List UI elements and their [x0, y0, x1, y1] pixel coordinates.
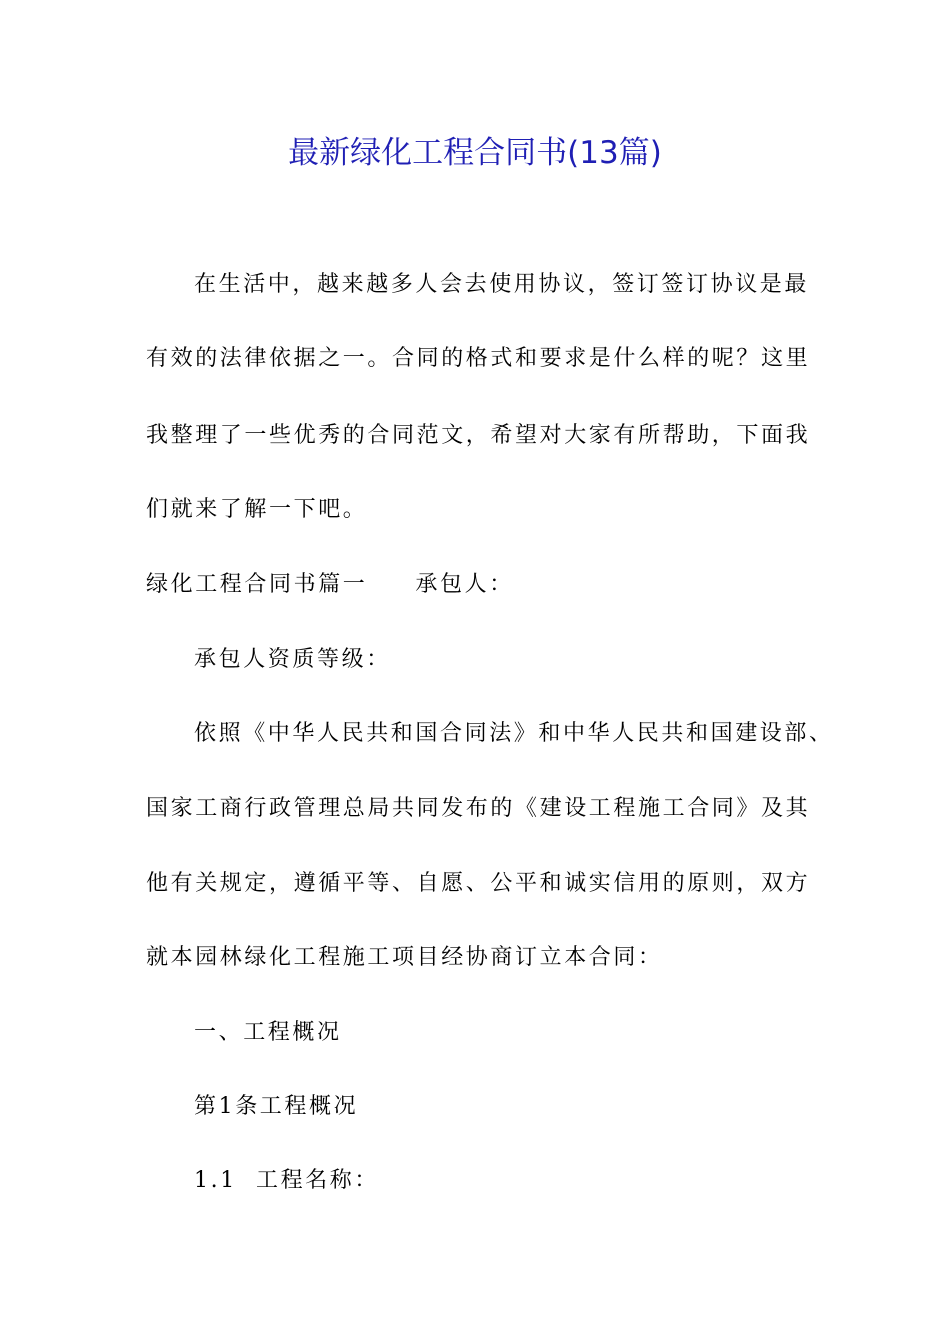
basis-line-3: 他有关规定，遵循平等、自愿、公平和诚实信用的原则，双方: [146, 871, 811, 896]
contractor-label: 承包人：: [415, 572, 514, 597]
article-heading: 第1条工程概况: [194, 1094, 359, 1119]
section-heading-line: [146, 570, 514, 600]
qualification-label: 承包人资质等级：: [194, 647, 391, 672]
basis-line-4: 就本园林绿化工程施工项目经协商订立本合同：: [146, 945, 663, 970]
intro-line-3: 我整理了一些优秀的合同范文，希望对大家有所帮助，下面我: [146, 423, 811, 448]
intro-line-2: 有效的法律依据之一。合同的格式和要求是什么样的呢？这里: [146, 346, 811, 371]
chapter-heading: 一、工程概况: [194, 1020, 342, 1045]
basis-line-1: 依照《中华人民共和国合同法》和中华人民共和国建设部、: [194, 721, 834, 746]
document-title: 最新绿化工程合同书(13篇): [288, 135, 662, 171]
section-heading: 绿化工程合同书篇一: [146, 572, 368, 597]
item-1-1: 1.1 工程名称：: [194, 1168, 379, 1193]
intro-line-1: 在生活中，越来越多人会去使用协议，签订签订协议是最: [194, 272, 810, 297]
basis-line-2: 国家工商行政管理总局共同发布的《建设工程施工合同》及其: [146, 796, 811, 821]
intro-line-4: 们就来了解一下吧。: [146, 497, 368, 522]
